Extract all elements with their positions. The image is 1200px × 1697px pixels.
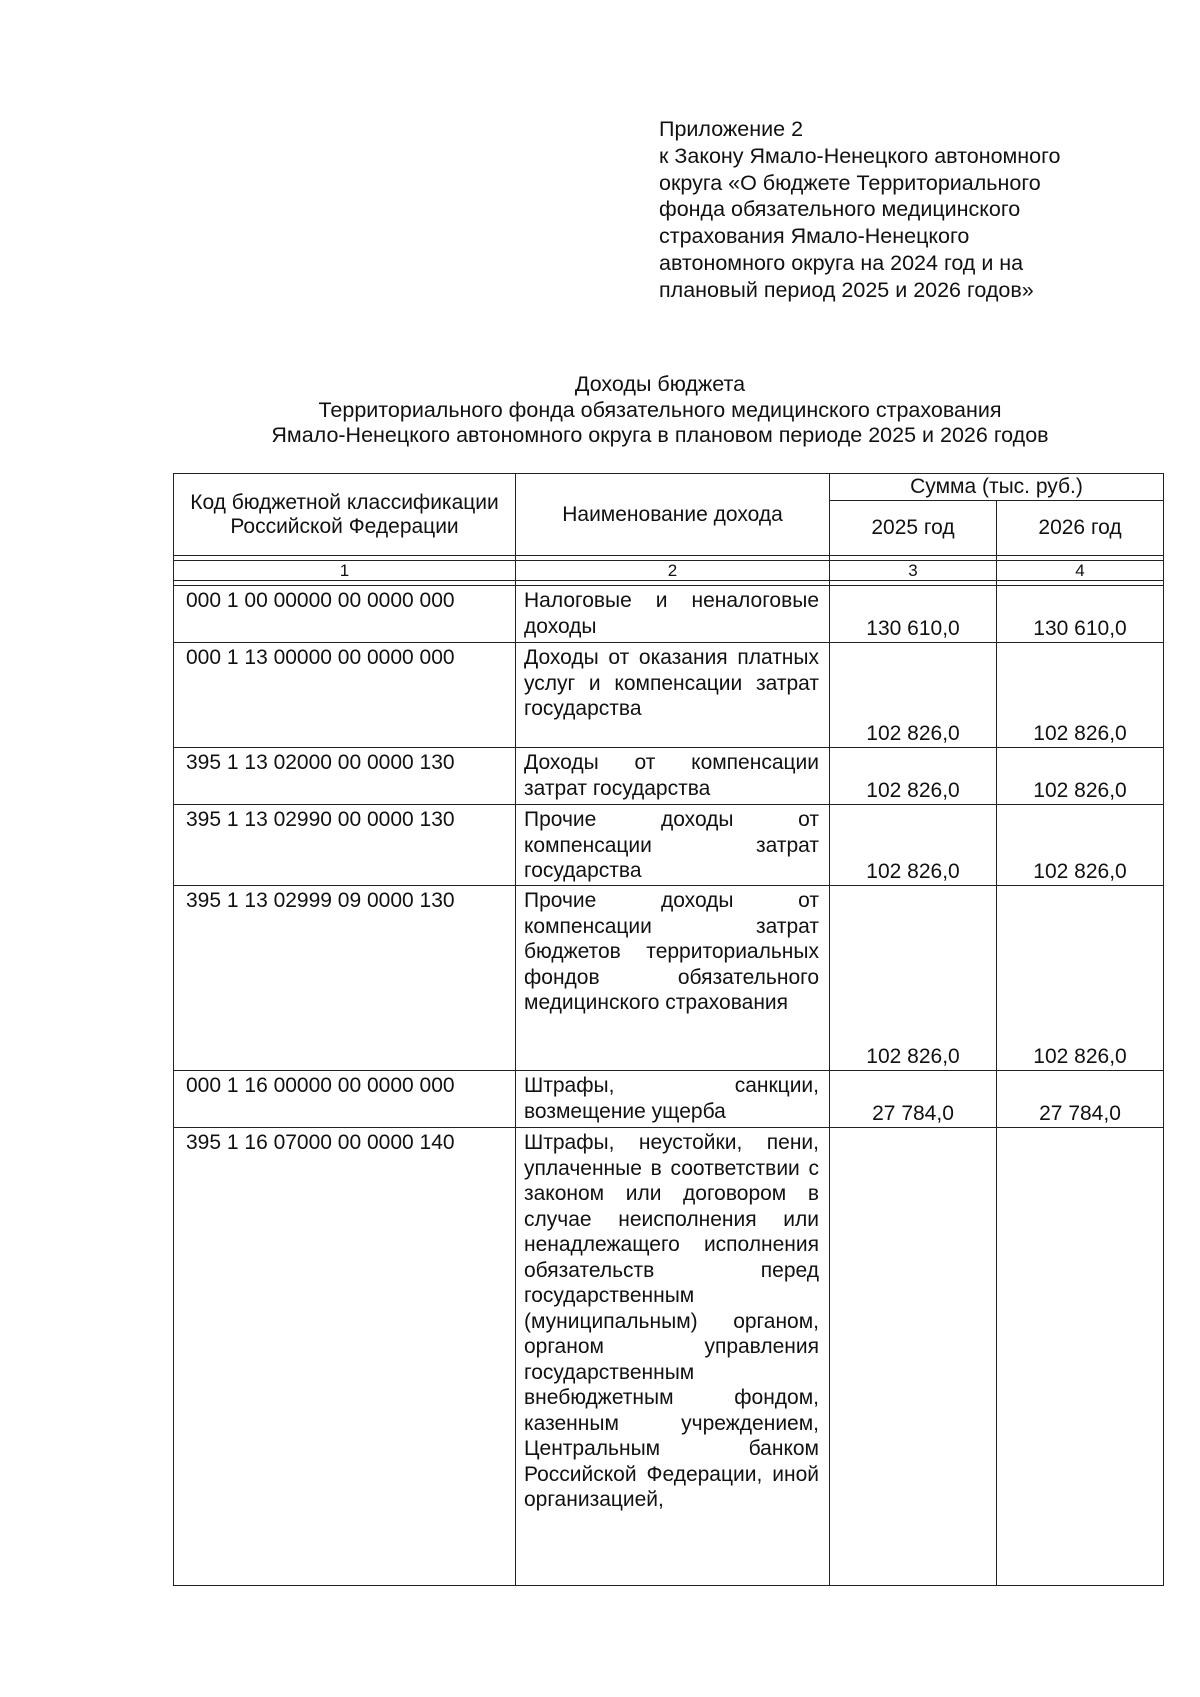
table-row (174, 748, 1164, 805)
row-value-2025: 102 826,0 (830, 805, 997, 886)
row-code: 395 1 13 02990 00 0000 130 (174, 805, 516, 886)
row-value-2025: 102 826,0 (830, 748, 997, 805)
row-value-2026: 102 826,0 (997, 643, 1164, 748)
table-row (174, 586, 1164, 643)
column-number: 3 (830, 561, 997, 581)
row-value-2025 (830, 1128, 997, 1586)
row-value-2026: 130 610,0 (997, 586, 1164, 643)
row-value-2026: 102 826,0 (997, 748, 1164, 805)
header-year-2026: 2026 год (997, 501, 1164, 556)
table-header-row (174, 474, 1164, 501)
row-code: 395 1 13 02999 09 0000 130 (174, 886, 516, 1071)
annex-line: фонда обязательного медицинского (659, 197, 1021, 222)
row-code: 395 1 16 07000 00 0000 140 (174, 1128, 516, 1586)
document-title (160, 372, 1160, 449)
row-code: 000 1 13 00000 00 0000 000 (174, 643, 516, 748)
row-value-2025: 102 826,0 (830, 643, 997, 748)
row-value-2025: 102 826,0 (830, 886, 997, 1071)
table-row (174, 805, 1164, 886)
row-code: 395 1 13 02000 00 0000 130 (174, 748, 516, 805)
row-name (516, 586, 830, 643)
row-name: Штрафы, санкции, возмещение ущерба (516, 1071, 830, 1128)
row-value-2026: 102 826,0 (997, 805, 1164, 886)
table-row (174, 1128, 1164, 1586)
table-row (174, 886, 1164, 1071)
title-line: Ямало-Ненецкого автономного округа в плановом периоде 2025 и 2026 годов (271, 423, 1049, 447)
annex-line: плановый период 2025 и 2026 годов» (659, 277, 1034, 302)
column-numbers-row (174, 561, 1164, 581)
annex-line: к Закону Ямало-Ненецкого автономного (659, 143, 1061, 168)
row-name: Доходы от оказания платных услуг и компенсации затрат государства (516, 643, 830, 748)
row-value-2025: 27 784,0 (830, 1071, 997, 1128)
row-value-2026 (997, 1128, 1164, 1586)
title-line: Доходы бюджета (574, 372, 746, 396)
row-value-2026: 102 826,0 (997, 886, 1164, 1071)
annex-heading (659, 116, 1129, 304)
column-number: 1 (174, 561, 516, 581)
row-code: 000 1 00 00000 00 0000 000 (174, 586, 516, 643)
header-code: Код бюджетной классификации Российской Федерации (174, 474, 516, 556)
row-value-2025: 130 610,0 (830, 586, 997, 643)
annex-line: страхования Ямало-Ненецкого (659, 224, 970, 249)
header-name: Наименование дохода (516, 474, 830, 556)
table-row (174, 643, 1164, 748)
column-number: 4 (997, 561, 1164, 581)
row-code: 000 1 16 00000 00 0000 000 (174, 1071, 516, 1128)
row-name: Прочие доходы от компенсации затрат государства (516, 805, 830, 886)
row-value-2026: 27 784,0 (997, 1071, 1164, 1128)
row-name: Штрафы, неустойки, пени, уплаченные в соответствии с законом или договором в случае неисполнения или ненадлежащего исполнения обязательств перед государственным (муниципальным) органом, органом управления государственным внебюджетным фондом, казенным учреждением, Центральным банком Российской Федерации, иной организацией, (516, 1128, 830, 1586)
header-year-2025: 2025 год (830, 501, 997, 556)
annex-line: Приложение 2 (659, 117, 804, 141)
row-name: Доходы от компенсации затрат государства (516, 748, 830, 805)
table-row (174, 1071, 1164, 1128)
income-table (173, 473, 1164, 1586)
annex-line: автономного округа на 2024 год и на (659, 250, 1024, 275)
row-name-text: Налоговые и неналоговые доходы (524, 589, 819, 638)
title-line: Территориального фонда обязательного медицинского страхования (318, 397, 1002, 422)
header-sum: Сумма (тыс. руб.) (830, 474, 1164, 501)
annex-line: округа «О бюджете Территориального (659, 170, 1041, 195)
column-number: 2 (516, 561, 830, 581)
row-name: Прочие доходы от компенсации затрат бюджетов территориальных фондов обязательного медицинского страхования (516, 886, 830, 1071)
